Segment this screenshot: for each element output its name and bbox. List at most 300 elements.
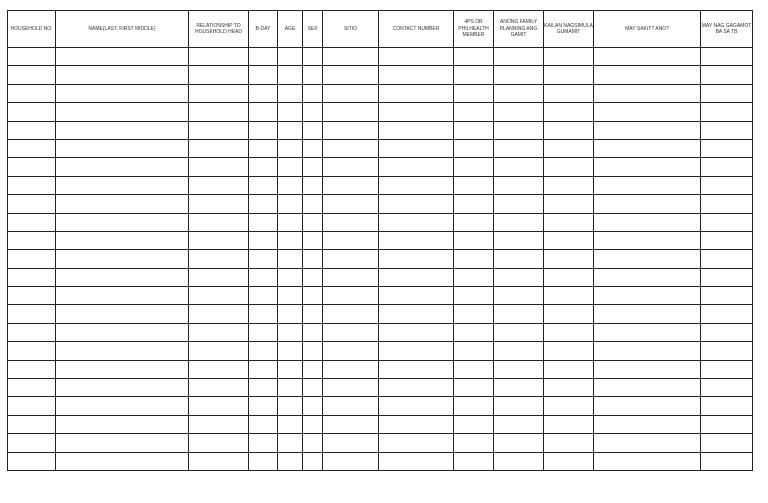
table-cell[interactable] <box>594 342 701 360</box>
table-cell[interactable] <box>544 305 594 323</box>
table-cell[interactable] <box>379 323 454 341</box>
table-cell[interactable] <box>8 305 56 323</box>
table-cell[interactable] <box>494 287 544 305</box>
table-cell[interactable] <box>454 342 494 360</box>
table-cell[interactable] <box>189 176 249 194</box>
table-cell[interactable] <box>249 139 278 157</box>
table-cell[interactable] <box>701 121 753 139</box>
table-cell[interactable] <box>454 268 494 286</box>
table-cell[interactable] <box>189 287 249 305</box>
table-cell[interactable] <box>189 103 249 121</box>
table-cell[interactable] <box>323 379 379 397</box>
table-cell[interactable] <box>454 103 494 121</box>
table-cell[interactable] <box>454 323 494 341</box>
table-cell[interactable] <box>701 323 753 341</box>
table-cell[interactable] <box>189 195 249 213</box>
table-cell[interactable] <box>249 379 278 397</box>
table-cell[interactable] <box>8 176 56 194</box>
table-cell[interactable] <box>56 103 189 121</box>
table-cell[interactable] <box>454 48 494 66</box>
table-cell[interactable] <box>494 139 544 157</box>
table-cell[interactable] <box>323 84 379 102</box>
table-cell[interactable] <box>323 415 379 433</box>
table-cell[interactable] <box>56 379 189 397</box>
table-cell[interactable] <box>8 415 56 433</box>
table-cell[interactable] <box>379 434 454 452</box>
table-cell[interactable] <box>189 379 249 397</box>
table-cell[interactable] <box>303 268 323 286</box>
table-cell[interactable] <box>8 452 56 470</box>
table-cell[interactable] <box>454 213 494 231</box>
table-cell[interactable] <box>494 195 544 213</box>
table-cell[interactable] <box>56 287 189 305</box>
table-cell[interactable] <box>454 379 494 397</box>
table-cell[interactable] <box>8 434 56 452</box>
table-cell[interactable] <box>56 84 189 102</box>
table-cell[interactable] <box>8 195 56 213</box>
table-cell[interactable] <box>278 66 303 84</box>
table-cell[interactable] <box>8 158 56 176</box>
table-cell[interactable] <box>454 360 494 378</box>
table-cell[interactable] <box>249 287 278 305</box>
table-cell[interactable] <box>303 195 323 213</box>
table-cell[interactable] <box>594 323 701 341</box>
table-cell[interactable] <box>494 121 544 139</box>
table-cell[interactable] <box>379 176 454 194</box>
table-cell[interactable] <box>494 305 544 323</box>
table-cell[interactable] <box>379 139 454 157</box>
table-cell[interactable] <box>278 231 303 249</box>
table-cell[interactable] <box>544 48 594 66</box>
table-cell[interactable] <box>323 342 379 360</box>
table-cell[interactable] <box>56 139 189 157</box>
table-cell[interactable] <box>278 305 303 323</box>
table-cell[interactable] <box>454 195 494 213</box>
table-cell[interactable] <box>379 397 454 415</box>
table-cell[interactable] <box>56 195 189 213</box>
table-cell[interactable] <box>278 103 303 121</box>
table-cell[interactable] <box>594 139 701 157</box>
table-cell[interactable] <box>701 305 753 323</box>
table-cell[interactable] <box>56 434 189 452</box>
table-cell[interactable] <box>494 176 544 194</box>
table-cell[interactable] <box>544 176 594 194</box>
table-cell[interactable] <box>278 195 303 213</box>
table-cell[interactable] <box>701 360 753 378</box>
table-cell[interactable] <box>701 415 753 433</box>
table-cell[interactable] <box>323 287 379 305</box>
table-cell[interactable] <box>323 158 379 176</box>
table-cell[interactable] <box>303 213 323 231</box>
table-cell[interactable] <box>454 84 494 102</box>
table-cell[interactable] <box>278 176 303 194</box>
table-cell[interactable] <box>323 305 379 323</box>
table-cell[interactable] <box>56 48 189 66</box>
table-cell[interactable] <box>494 158 544 176</box>
table-cell[interactable] <box>303 434 323 452</box>
table-cell[interactable] <box>544 66 594 84</box>
table-cell[interactable] <box>494 452 544 470</box>
table-cell[interactable] <box>544 121 594 139</box>
table-cell[interactable] <box>303 397 323 415</box>
table-cell[interactable] <box>249 66 278 84</box>
table-cell[interactable] <box>249 176 278 194</box>
table-cell[interactable] <box>544 213 594 231</box>
table-cell[interactable] <box>189 268 249 286</box>
table-cell[interactable] <box>379 250 454 268</box>
table-cell[interactable] <box>8 287 56 305</box>
table-cell[interactable] <box>56 397 189 415</box>
table-cell[interactable] <box>544 250 594 268</box>
table-cell[interactable] <box>303 231 323 249</box>
table-cell[interactable] <box>303 66 323 84</box>
table-cell[interactable] <box>494 342 544 360</box>
table-cell[interactable] <box>594 250 701 268</box>
table-cell[interactable] <box>454 305 494 323</box>
table-cell[interactable] <box>323 195 379 213</box>
table-cell[interactable] <box>278 158 303 176</box>
table-cell[interactable] <box>189 323 249 341</box>
table-cell[interactable] <box>701 176 753 194</box>
table-cell[interactable] <box>379 360 454 378</box>
table-cell[interactable] <box>8 342 56 360</box>
table-cell[interactable] <box>594 213 701 231</box>
table-cell[interactable] <box>454 397 494 415</box>
table-cell[interactable] <box>249 231 278 249</box>
table-cell[interactable] <box>56 231 189 249</box>
table-cell[interactable] <box>303 84 323 102</box>
table-cell[interactable] <box>189 84 249 102</box>
table-cell[interactable] <box>379 452 454 470</box>
table-cell[interactable] <box>594 176 701 194</box>
table-cell[interactable] <box>323 103 379 121</box>
table-cell[interactable] <box>278 268 303 286</box>
table-cell[interactable] <box>303 103 323 121</box>
table-cell[interactable] <box>189 397 249 415</box>
table-cell[interactable] <box>323 213 379 231</box>
table-cell[interactable] <box>323 434 379 452</box>
table-cell[interactable] <box>494 397 544 415</box>
table-cell[interactable] <box>494 213 544 231</box>
table-cell[interactable] <box>189 305 249 323</box>
table-cell[interactable] <box>8 231 56 249</box>
table-cell[interactable] <box>249 397 278 415</box>
table-cell[interactable] <box>8 268 56 286</box>
table-cell[interactable] <box>249 195 278 213</box>
table-cell[interactable] <box>249 342 278 360</box>
table-cell[interactable] <box>494 360 544 378</box>
table-cell[interactable] <box>594 434 701 452</box>
table-cell[interactable] <box>8 103 56 121</box>
table-cell[interactable] <box>56 305 189 323</box>
table-cell[interactable] <box>594 415 701 433</box>
table-cell[interactable] <box>323 121 379 139</box>
table-cell[interactable] <box>701 379 753 397</box>
table-cell[interactable] <box>379 342 454 360</box>
table-cell[interactable] <box>454 250 494 268</box>
table-cell[interactable] <box>249 323 278 341</box>
table-cell[interactable] <box>189 213 249 231</box>
table-cell[interactable] <box>594 379 701 397</box>
table-cell[interactable] <box>249 360 278 378</box>
table-cell[interactable] <box>249 103 278 121</box>
table-cell[interactable] <box>8 139 56 157</box>
table-cell[interactable] <box>189 158 249 176</box>
table-cell[interactable] <box>701 139 753 157</box>
table-cell[interactable] <box>278 213 303 231</box>
table-cell[interactable] <box>544 268 594 286</box>
table-cell[interactable] <box>454 176 494 194</box>
table-cell[interactable] <box>379 287 454 305</box>
table-cell[interactable] <box>8 121 56 139</box>
table-cell[interactable] <box>701 103 753 121</box>
table-cell[interactable] <box>701 268 753 286</box>
table-cell[interactable] <box>594 103 701 121</box>
table-cell[interactable] <box>303 139 323 157</box>
table-cell[interactable] <box>494 66 544 84</box>
table-cell[interactable] <box>189 342 249 360</box>
table-cell[interactable] <box>594 66 701 84</box>
table-cell[interactable] <box>454 231 494 249</box>
table-cell[interactable] <box>494 268 544 286</box>
table-cell[interactable] <box>701 195 753 213</box>
table-cell[interactable] <box>303 287 323 305</box>
table-cell[interactable] <box>594 452 701 470</box>
table-cell[interactable] <box>278 121 303 139</box>
table-cell[interactable] <box>454 452 494 470</box>
col-4ps-philhealth: 4PS OR PHILHEALTH MEMBER <box>454 11 494 48</box>
table-cell[interactable] <box>701 342 753 360</box>
table-cell[interactable] <box>189 415 249 433</box>
table-cell[interactable] <box>303 342 323 360</box>
table-cell[interactable] <box>8 379 56 397</box>
table-cell[interactable] <box>323 139 379 157</box>
table-cell[interactable] <box>379 121 454 139</box>
table-cell[interactable] <box>544 139 594 157</box>
table-cell[interactable] <box>249 213 278 231</box>
table-cell[interactable] <box>494 323 544 341</box>
table-cell[interactable] <box>303 121 323 139</box>
table-cell[interactable] <box>249 452 278 470</box>
table-cell[interactable] <box>56 360 189 378</box>
table-cell[interactable] <box>701 48 753 66</box>
table-cell[interactable] <box>249 121 278 139</box>
table-cell[interactable] <box>189 360 249 378</box>
table-cell[interactable] <box>701 158 753 176</box>
table-cell[interactable] <box>249 305 278 323</box>
table-cell[interactable] <box>379 231 454 249</box>
table-cell[interactable] <box>594 121 701 139</box>
table-cell[interactable] <box>544 434 594 452</box>
table-cell[interactable] <box>594 397 701 415</box>
table-cell[interactable] <box>56 250 189 268</box>
table-cell[interactable] <box>323 66 379 84</box>
table-cell[interactable] <box>323 397 379 415</box>
table-cell[interactable] <box>278 415 303 433</box>
table-cell[interactable] <box>701 397 753 415</box>
table-cell[interactable] <box>544 287 594 305</box>
table-cell[interactable] <box>278 360 303 378</box>
table-cell[interactable] <box>379 415 454 433</box>
table-cell[interactable] <box>303 360 323 378</box>
table-cell[interactable] <box>701 66 753 84</box>
table-cell[interactable] <box>454 415 494 433</box>
table-cell[interactable] <box>8 84 56 102</box>
table-cell[interactable] <box>379 66 454 84</box>
table-cell[interactable] <box>454 139 494 157</box>
table-cell[interactable] <box>379 195 454 213</box>
table-cell[interactable] <box>701 434 753 452</box>
table-cell[interactable] <box>544 379 594 397</box>
table-cell[interactable] <box>379 84 454 102</box>
table-cell[interactable] <box>494 231 544 249</box>
table-cell[interactable] <box>8 397 56 415</box>
table-cell[interactable] <box>278 397 303 415</box>
table-cell[interactable] <box>701 250 753 268</box>
table-cell[interactable] <box>303 176 323 194</box>
table-cell[interactable] <box>701 213 753 231</box>
table-cell[interactable] <box>249 268 278 286</box>
table-cell[interactable] <box>544 84 594 102</box>
table-cell[interactable] <box>303 48 323 66</box>
table-cell[interactable] <box>701 452 753 470</box>
table-cell[interactable] <box>544 103 594 121</box>
table-cell[interactable] <box>454 287 494 305</box>
table-cell[interactable] <box>278 139 303 157</box>
table-cell[interactable] <box>303 415 323 433</box>
table-cell[interactable] <box>303 379 323 397</box>
table-cell[interactable] <box>8 360 56 378</box>
table-cell[interactable] <box>454 158 494 176</box>
table-cell[interactable] <box>56 176 189 194</box>
table-cell[interactable] <box>278 323 303 341</box>
table-cell[interactable] <box>278 434 303 452</box>
table-cell[interactable] <box>278 287 303 305</box>
table-cell[interactable] <box>189 231 249 249</box>
table-cell[interactable] <box>249 415 278 433</box>
table-cell[interactable] <box>454 434 494 452</box>
table-cell[interactable] <box>379 213 454 231</box>
table-cell[interactable] <box>249 84 278 102</box>
table-cell[interactable] <box>544 360 594 378</box>
table-cell[interactable] <box>379 158 454 176</box>
table-cell[interactable] <box>278 84 303 102</box>
table-cell[interactable] <box>544 342 594 360</box>
table-cell[interactable] <box>594 84 701 102</box>
table-cell[interactable] <box>56 213 189 231</box>
table-cell[interactable] <box>56 66 189 84</box>
table-cell[interactable] <box>249 48 278 66</box>
table-cell[interactable] <box>323 360 379 378</box>
table-cell[interactable] <box>189 48 249 66</box>
table-cell[interactable] <box>454 66 494 84</box>
table-cell[interactable] <box>594 287 701 305</box>
table-cell[interactable] <box>278 48 303 66</box>
table-cell[interactable] <box>189 139 249 157</box>
table-cell[interactable] <box>56 342 189 360</box>
table-cell[interactable] <box>494 103 544 121</box>
table-cell[interactable] <box>323 250 379 268</box>
table-cell[interactable] <box>701 287 753 305</box>
table-cell[interactable] <box>454 121 494 139</box>
table-cell[interactable] <box>56 121 189 139</box>
table-cell[interactable] <box>8 213 56 231</box>
table-cell[interactable] <box>303 452 323 470</box>
table-cell[interactable] <box>8 66 56 84</box>
table-cell[interactable] <box>701 84 753 102</box>
table-cell[interactable] <box>56 268 189 286</box>
table-cell[interactable] <box>544 231 594 249</box>
table-cell[interactable] <box>303 250 323 268</box>
table-cell[interactable] <box>323 268 379 286</box>
table-cell[interactable] <box>8 323 56 341</box>
table-cell[interactable] <box>189 121 249 139</box>
table-cell[interactable] <box>544 415 594 433</box>
table-cell[interactable] <box>189 452 249 470</box>
table-cell[interactable] <box>544 195 594 213</box>
table-cell[interactable] <box>56 415 189 433</box>
table-cell[interactable] <box>594 268 701 286</box>
table-cell[interactable] <box>379 103 454 121</box>
table-cell[interactable] <box>594 231 701 249</box>
table-cell[interactable] <box>379 379 454 397</box>
table-cell[interactable] <box>379 48 454 66</box>
table-cell[interactable] <box>379 268 454 286</box>
table-cell[interactable] <box>494 415 544 433</box>
table-cell[interactable] <box>494 434 544 452</box>
table-cell[interactable] <box>544 323 594 341</box>
table-cell[interactable] <box>701 231 753 249</box>
table-cell[interactable] <box>594 305 701 323</box>
table-cell[interactable] <box>278 379 303 397</box>
table-cell[interactable] <box>594 48 701 66</box>
table-cell[interactable] <box>8 48 56 66</box>
table-cell[interactable] <box>323 176 379 194</box>
table-cell[interactable] <box>56 158 189 176</box>
table-cell[interactable] <box>56 452 189 470</box>
table-cell[interactable] <box>189 66 249 84</box>
table-cell[interactable] <box>323 452 379 470</box>
table-cell[interactable] <box>278 250 303 268</box>
table-cell[interactable] <box>494 48 544 66</box>
table-cell[interactable] <box>323 231 379 249</box>
table-cell[interactable] <box>544 158 594 176</box>
table-cell[interactable] <box>249 158 278 176</box>
table-cell[interactable] <box>249 434 278 452</box>
table-cell[interactable] <box>303 305 323 323</box>
table-cell[interactable] <box>8 250 56 268</box>
table-cell[interactable] <box>278 452 303 470</box>
table-cell[interactable] <box>594 360 701 378</box>
table-cell[interactable] <box>544 397 594 415</box>
table-cell[interactable] <box>379 305 454 323</box>
table-cell[interactable] <box>303 323 323 341</box>
table-cell[interactable] <box>303 158 323 176</box>
table-cell[interactable] <box>594 195 701 213</box>
table-cell[interactable] <box>494 250 544 268</box>
table-cell[interactable] <box>323 323 379 341</box>
table-cell[interactable] <box>189 434 249 452</box>
table-cell[interactable] <box>278 342 303 360</box>
table-cell[interactable] <box>323 48 379 66</box>
table-cell[interactable] <box>189 250 249 268</box>
table-cell[interactable] <box>544 452 594 470</box>
table-cell[interactable] <box>249 250 278 268</box>
table-cell[interactable] <box>494 84 544 102</box>
table-cell[interactable] <box>594 158 701 176</box>
table-cell[interactable] <box>494 379 544 397</box>
table-cell[interactable] <box>56 323 189 341</box>
